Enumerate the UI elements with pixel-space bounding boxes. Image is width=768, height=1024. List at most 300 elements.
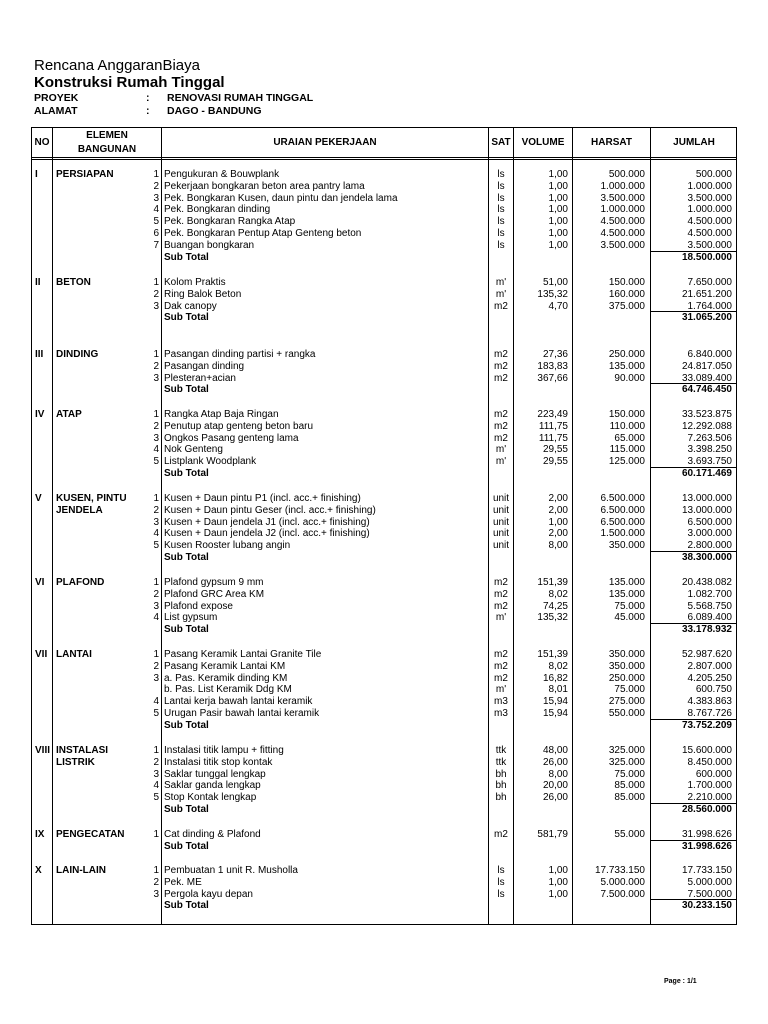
meta-alamat — [34, 105, 262, 117]
document-title: Rencana AnggaranBiaya — [34, 57, 200, 74]
item-unit-price: 150.000 — [608, 409, 645, 420]
item-number: 1 — [153, 649, 159, 660]
rab-table — [31, 127, 737, 925]
item-description: Cat dinding & Plafond — [164, 829, 261, 840]
item-number: 2 — [153, 288, 159, 300]
item-volume: 26,00 — [542, 756, 568, 768]
item-unit-price: 6.500.000 — [600, 504, 645, 516]
col-divider — [161, 128, 162, 924]
item-amount: 3.500.000 — [687, 192, 732, 204]
item-number: 2 — [153, 660, 159, 672]
subtotal-rule — [651, 551, 737, 552]
item-number: 6 — [153, 228, 159, 239]
item-description: Plafond gypsum 9 mm — [164, 577, 264, 588]
subtotal-amount: 33.178.932 — [681, 624, 732, 636]
item-volume: 29,55 — [542, 444, 568, 456]
item-volume: 48,00 — [542, 745, 568, 756]
subtotal-rule — [651, 719, 737, 720]
item-amount: 6.840.000 — [687, 349, 732, 360]
meta-key: ALAMAT — [34, 105, 78, 117]
item-amount: 31.998.626 — [681, 829, 732, 840]
item-unit: m' — [495, 612, 507, 624]
item-unit-price: 250.000 — [608, 349, 645, 360]
item-volume: 183,83 — [537, 360, 568, 372]
item-number: 2 — [153, 876, 159, 888]
item-description: Listplank Woodplank — [164, 456, 257, 468]
subtotal-amount: 64.746.450 — [681, 384, 732, 396]
item-unit: unit — [492, 493, 510, 504]
item-amount: 4.500.000 — [687, 216, 732, 228]
section-number: II — [35, 277, 41, 288]
item-volume: 1,00 — [548, 216, 568, 228]
item-volume: 4,70 — [548, 300, 568, 312]
item-number: 3 — [153, 516, 159, 528]
item-unit: ls — [497, 169, 505, 180]
item-unit-price: 275.000 — [608, 696, 645, 708]
item-unit-price: 325.000 — [608, 745, 645, 756]
item-number: 1 — [153, 829, 159, 840]
page-footer: Page : 1/1 — [664, 978, 697, 985]
document-subtitle: Konstruksi Rumah Tinggal — [34, 74, 225, 91]
item-description: Buangan bongkaran — [164, 239, 255, 251]
item-unit-price: 85.000 — [614, 780, 645, 792]
item-number: 1 — [153, 349, 159, 360]
item-unit-price: 55.000 — [614, 829, 645, 840]
header-jumlah: JUMLAH — [673, 137, 715, 148]
item-amount: 4.205.250 — [687, 672, 732, 684]
item-number: 2 — [153, 420, 159, 432]
item-amount: 4.500.000 — [687, 228, 732, 239]
item-volume: 29,55 — [542, 456, 568, 468]
subtotal-label: Sub Total — [164, 719, 209, 731]
item-number: 2 — [153, 504, 159, 516]
item-amount: 3.500.000 — [687, 239, 732, 251]
item-amount: 5.000.000 — [687, 876, 732, 888]
item-volume: 581,79 — [537, 829, 568, 840]
item-unit: m2 — [494, 660, 508, 672]
section-element: BETON — [56, 277, 91, 288]
item-amount: 13.000.000 — [681, 504, 732, 516]
subtotal-rule — [651, 840, 737, 841]
item-unit: m' — [495, 277, 507, 288]
subtotal-label: Sub Total — [164, 384, 209, 396]
item-number: 2 — [153, 756, 159, 768]
item-unit: m' — [495, 288, 507, 300]
item-amount: 33.089.400 — [681, 372, 732, 384]
subtotal-label: Sub Total — [164, 624, 209, 636]
item-volume: 135,32 — [537, 612, 568, 624]
item-description: Kusen + Daun pintu Geser (incl. acc.+ finishing) — [164, 504, 376, 516]
item-amount: 4.383.863 — [687, 696, 732, 708]
item-volume: 1,00 — [548, 228, 568, 239]
item-unit-price: 160.000 — [608, 288, 645, 300]
item-number: 2 — [153, 360, 159, 372]
item-volume: 151,39 — [537, 649, 568, 660]
item-unit: m2 — [494, 600, 508, 612]
subtotal-rule — [651, 311, 737, 312]
item-volume: 51,00 — [542, 277, 568, 288]
subtotal-amount: 73.752.209 — [681, 719, 732, 731]
section-number: V — [35, 493, 42, 504]
item-unit: m2 — [494, 829, 508, 840]
item-number: 3 — [153, 600, 159, 612]
section-element: LISTRIK — [56, 756, 95, 768]
item-unit: unit — [492, 528, 510, 540]
item-unit-price: 350.000 — [608, 649, 645, 660]
item-description: Plafond expose — [164, 600, 233, 612]
item-description: Pergola kayu depan — [164, 888, 253, 900]
item-unit-price: 75.000 — [614, 684, 645, 696]
header-divider — [32, 157, 736, 158]
item-number: 3 — [153, 672, 159, 684]
item-description: Pek. Bongkaran Pentup Atap Genteng beton — [164, 228, 362, 239]
subtotal-amount: 28.560.000 — [681, 804, 732, 815]
item-unit-price: 1.000.000 — [600, 180, 645, 192]
item-amount: 52.987.620 — [681, 649, 732, 660]
item-unit: unit — [492, 504, 510, 516]
subtotal-label: Sub Total — [164, 804, 209, 815]
item-unit-price: 5.000.000 — [600, 876, 645, 888]
section-element: DINDING — [56, 349, 99, 360]
item-volume: 1,00 — [548, 204, 568, 216]
item-number: 4 — [153, 444, 159, 456]
item-number: 4 — [153, 204, 159, 216]
item-volume: 20,00 — [542, 780, 568, 792]
item-unit-price: 350.000 — [608, 540, 645, 552]
section-number: VII — [35, 649, 48, 660]
meta-key: PROYEK — [34, 92, 79, 104]
item-number: 2 — [153, 588, 159, 600]
item-volume: 15,94 — [542, 708, 568, 719]
item-description: Instalasi titik lampu + fitting — [164, 745, 284, 756]
item-amount: 17.733.150 — [681, 865, 732, 876]
item-volume: 8,00 — [548, 768, 568, 780]
item-number: 5 — [153, 708, 159, 719]
header-divider — [32, 159, 736, 160]
item-description: Instalasi titik stop kontak — [164, 756, 273, 768]
item-unit: m2 — [494, 360, 508, 372]
item-volume: 223,49 — [537, 409, 568, 420]
item-number: 1 — [153, 277, 159, 288]
subtotal-rule — [651, 467, 737, 468]
item-description: Pekerjaan bongkaran beton area pantry lama — [164, 180, 365, 192]
item-description: Pasang Keramik Lantai KM — [164, 660, 286, 672]
item-amount: 500.000 — [695, 169, 732, 180]
subtotal-amount: 38.300.000 — [681, 552, 732, 563]
item-unit: ls — [497, 228, 505, 239]
item-description: Pasangan dinding partisi + rangka — [164, 349, 316, 360]
section-element: PENGECATAN — [56, 829, 125, 840]
item-amount: 3.000.000 — [687, 528, 732, 540]
subtotal-label: Sub Total — [164, 251, 209, 263]
item-number: 1 — [153, 865, 159, 876]
item-description: Dak canopy — [164, 300, 217, 312]
item-unit: m' — [495, 444, 507, 456]
item-volume: 1,00 — [548, 865, 568, 876]
item-amount: 15.600.000 — [681, 745, 732, 756]
subtotal-amount: 31.065.200 — [681, 312, 732, 324]
item-number: 5 — [153, 792, 159, 804]
item-unit: m2 — [494, 349, 508, 360]
item-volume: 1,00 — [548, 180, 568, 192]
section-number: IV — [35, 409, 45, 420]
item-unit: unit — [492, 540, 510, 552]
item-volume: 74,25 — [542, 600, 568, 612]
item-amount: 6.500.000 — [687, 516, 732, 528]
item-unit-price: 250.000 — [608, 672, 645, 684]
item-unit-price: 125.000 — [608, 456, 645, 468]
section-number: VIII — [35, 745, 51, 756]
section-element: PERSIAPAN — [56, 169, 114, 180]
item-unit: ls — [497, 192, 505, 204]
item-unit: ls — [497, 239, 505, 251]
item-unit: m2 — [494, 420, 508, 432]
item-number: 7 — [153, 239, 159, 251]
item-unit-price: 75.000 — [614, 768, 645, 780]
header-harsat: HARSAT — [591, 137, 632, 148]
item-unit: ls — [497, 876, 505, 888]
item-unit-price: 65.000 — [614, 432, 645, 444]
item-unit: m2 — [494, 372, 508, 384]
item-unit: m2 — [494, 649, 508, 660]
item-amount: 1.700.000 — [687, 780, 732, 792]
item-amount: 13.000.000 — [681, 493, 732, 504]
item-unit: m2 — [494, 300, 508, 312]
item-description: Pek. Bongkaran dinding — [164, 204, 271, 216]
item-amount: 6.089.400 — [687, 612, 732, 624]
item-unit-price: 85.000 — [614, 792, 645, 804]
item-unit-price: 500.000 — [608, 169, 645, 180]
item-description: Kolom Praktis — [164, 277, 226, 288]
item-unit-price: 75.000 — [614, 600, 645, 612]
item-unit: m2 — [494, 432, 508, 444]
item-description: Pek. ME — [164, 876, 202, 888]
subtotal-label: Sub Total — [164, 312, 209, 324]
item-unit: ls — [497, 216, 505, 228]
item-number: 1 — [153, 169, 159, 180]
item-description: Kusen + Daun pintu P1 (incl. acc.+ finishing) — [164, 493, 361, 504]
subtotal-rule — [651, 899, 737, 900]
item-description: Pembuatan 1 unit R. Musholla — [164, 865, 298, 876]
section-element: KUSEN, PINTU — [56, 493, 127, 504]
item-unit: m' — [495, 456, 507, 468]
meta-separator: : — [146, 105, 150, 117]
item-unit: m3 — [494, 696, 508, 708]
item-amount: 1.764.000 — [687, 300, 732, 312]
section-number: III — [35, 349, 44, 360]
item-unit-price: 6.500.000 — [600, 493, 645, 504]
meta-separator: : — [146, 92, 150, 104]
item-unit: ttk — [495, 745, 507, 756]
item-unit: m2 — [494, 409, 508, 420]
item-amount: 20.438.082 — [681, 577, 732, 588]
item-unit-price: 135.000 — [608, 360, 645, 372]
item-unit-price: 90.000 — [614, 372, 645, 384]
item-unit-price: 350.000 — [608, 660, 645, 672]
item-unit: bh — [495, 792, 507, 804]
item-amount: 12.292.088 — [681, 420, 732, 432]
item-unit: ttk — [495, 756, 507, 768]
item-number: 3 — [153, 768, 159, 780]
item-unit-price: 375.000 — [608, 300, 645, 312]
item-unit-price: 45.000 — [614, 612, 645, 624]
item-description: Urugan Pasir bawah lantai keramik — [164, 708, 320, 719]
item-unit: m2 — [494, 588, 508, 600]
item-number: 5 — [153, 216, 159, 228]
item-unit-price: 550.000 — [608, 708, 645, 719]
item-description: Ongkos Pasang genteng lama — [164, 432, 299, 444]
item-unit-price: 4.500.000 — [600, 228, 645, 239]
item-volume: 1,00 — [548, 888, 568, 900]
subtotal-label: Sub Total — [164, 552, 209, 563]
item-unit-price: 3.500.000 — [600, 192, 645, 204]
item-amount: 21.651.200 — [681, 288, 732, 300]
item-number: 1 — [153, 493, 159, 504]
item-volume: 27,36 — [542, 349, 568, 360]
item-volume: 1,00 — [548, 516, 568, 528]
item-amount: 8.450.000 — [687, 756, 732, 768]
item-volume: 1,00 — [548, 239, 568, 251]
subtotal-amount: 30.233.150 — [681, 900, 732, 912]
meta-proyek — [34, 92, 313, 104]
item-unit-price: 4.500.000 — [600, 216, 645, 228]
item-description: Stop Kontak lengkap — [164, 792, 257, 804]
item-number: 1 — [153, 745, 159, 756]
item-unit-price: 325.000 — [608, 756, 645, 768]
section-element: ATAP — [56, 409, 82, 420]
item-unit-price: 135.000 — [608, 577, 645, 588]
item-number: 4 — [153, 696, 159, 708]
item-description: b. Pas. List Keramik Ddg KM — [164, 684, 292, 696]
item-volume: 8,02 — [548, 660, 568, 672]
item-description: Kusen + Daun jendela J1 (incl. acc.+ finishing) — [164, 516, 370, 528]
item-volume: 135,32 — [537, 288, 568, 300]
item-unit: ls — [497, 865, 505, 876]
item-volume: 15,94 — [542, 696, 568, 708]
item-number: 4 — [153, 528, 159, 540]
item-amount: 600.750 — [695, 684, 732, 696]
section-number: IX — [35, 829, 45, 840]
item-unit: m3 — [494, 708, 508, 719]
subtotal-rule — [651, 803, 737, 804]
item-description: Pasang Keramik Lantai Granite Tile — [164, 649, 322, 660]
item-unit-price: 7.500.000 — [600, 888, 645, 900]
item-number: 3 — [153, 192, 159, 204]
item-number: 5 — [153, 456, 159, 468]
item-number: 1 — [153, 577, 159, 588]
item-amount: 7.263.506 — [687, 432, 732, 444]
subtotal-rule — [651, 251, 737, 252]
item-description: a. Pas. Keramik dinding KM — [164, 672, 288, 684]
item-volume: 8,00 — [548, 540, 568, 552]
item-unit-price: 135.000 — [608, 588, 645, 600]
item-amount: 2.210.000 — [687, 792, 732, 804]
subtotal-amount: 60.171.469 — [681, 468, 732, 479]
section-element: LANTAI — [56, 649, 92, 660]
subtotal-label: Sub Total — [164, 900, 209, 912]
item-volume: 2,00 — [548, 528, 568, 540]
item-number: 1 — [153, 409, 159, 420]
section-number: VI — [35, 577, 45, 588]
item-description: Pengukuran & Bouwplank — [164, 169, 280, 180]
item-volume: 111,75 — [538, 420, 568, 432]
header-sat: SAT — [491, 137, 511, 148]
item-number: 3 — [153, 432, 159, 444]
item-unit: m2 — [494, 577, 508, 588]
item-description: Pek. Bongkaran Rangka Atap — [164, 216, 296, 228]
item-description: List gypsum — [164, 612, 218, 624]
header-elemen: ELEMEN — [86, 130, 128, 141]
item-description: Pek. Bongkaran Kusen, daun pintu dan jendela lama — [164, 192, 398, 204]
item-unit: ls — [497, 888, 505, 900]
item-unit: m' — [495, 684, 507, 696]
item-volume: 2,00 — [548, 493, 568, 504]
item-amount: 8.767.726 — [687, 708, 732, 719]
item-description: Rangka Atap Baja Ringan — [164, 409, 279, 420]
item-unit: ls — [497, 180, 505, 192]
item-amount: 33.523.875 — [681, 409, 732, 420]
item-unit-price: 150.000 — [608, 277, 645, 288]
item-description: Penutup atap genteng beton baru — [164, 420, 314, 432]
item-number: 4 — [153, 612, 159, 624]
header-uraian: URAIAN PEKERJAAN — [273, 137, 377, 148]
header-bangunan: BANGUNAN — [77, 144, 137, 155]
item-description: Kusen + Daun jendela J2 (incl. acc.+ finishing) — [164, 528, 370, 540]
item-unit-price: 1.500.000 — [600, 528, 645, 540]
subtotal-amount: 18.500.000 — [681, 251, 732, 263]
item-amount: 5.568.750 — [687, 600, 732, 612]
item-volume: 1,00 — [548, 192, 568, 204]
item-unit: ls — [497, 204, 505, 216]
item-description: Plafond GRC Area KM — [164, 588, 265, 600]
section-number: X — [35, 865, 42, 876]
meta-value: DAGO - BANDUNG — [167, 105, 262, 117]
section-number: I — [35, 169, 38, 180]
item-volume: 2,00 — [548, 504, 568, 516]
item-unit-price: 6.500.000 — [600, 516, 645, 528]
item-unit-price: 115.000 — [609, 444, 645, 456]
item-description: Plesteran+acian — [164, 372, 236, 384]
header-volume: VOLUME — [521, 137, 565, 148]
subtotal-amount: 31.998.626 — [681, 840, 732, 852]
item-amount: 1.082.700 — [687, 588, 732, 600]
item-number: 3 — [153, 888, 159, 900]
item-description: Ring Balok Beton — [164, 288, 242, 300]
item-volume: 367,66 — [537, 372, 568, 384]
section-element: LAIN-LAIN — [56, 865, 106, 876]
item-volume: 1,00 — [548, 169, 568, 180]
item-unit: bh — [495, 780, 507, 792]
item-description: Kusen Rooster lubang angin — [164, 540, 291, 552]
item-amount: 3.398.250 — [687, 444, 732, 456]
item-unit: unit — [492, 516, 510, 528]
item-description: Nok Genteng — [164, 444, 223, 456]
item-number: 3 — [153, 300, 159, 312]
subtotal-rule — [651, 383, 737, 384]
item-unit-price: 110.000 — [609, 420, 645, 432]
section-element: INSTALASI — [56, 745, 109, 756]
item-number: 2 — [153, 180, 159, 192]
item-description: Saklar ganda lengkap — [164, 780, 261, 792]
item-amount: 1.000.000 — [687, 204, 732, 216]
item-unit-price: 3.500.000 — [600, 239, 645, 251]
item-description: Pasangan dinding — [164, 360, 245, 372]
item-volume: 111,75 — [538, 432, 568, 444]
item-amount: 3.693.750 — [687, 456, 732, 468]
item-amount: 1.000.000 — [687, 180, 732, 192]
item-number: 4 — [153, 780, 159, 792]
item-volume: 16,82 — [542, 672, 568, 684]
